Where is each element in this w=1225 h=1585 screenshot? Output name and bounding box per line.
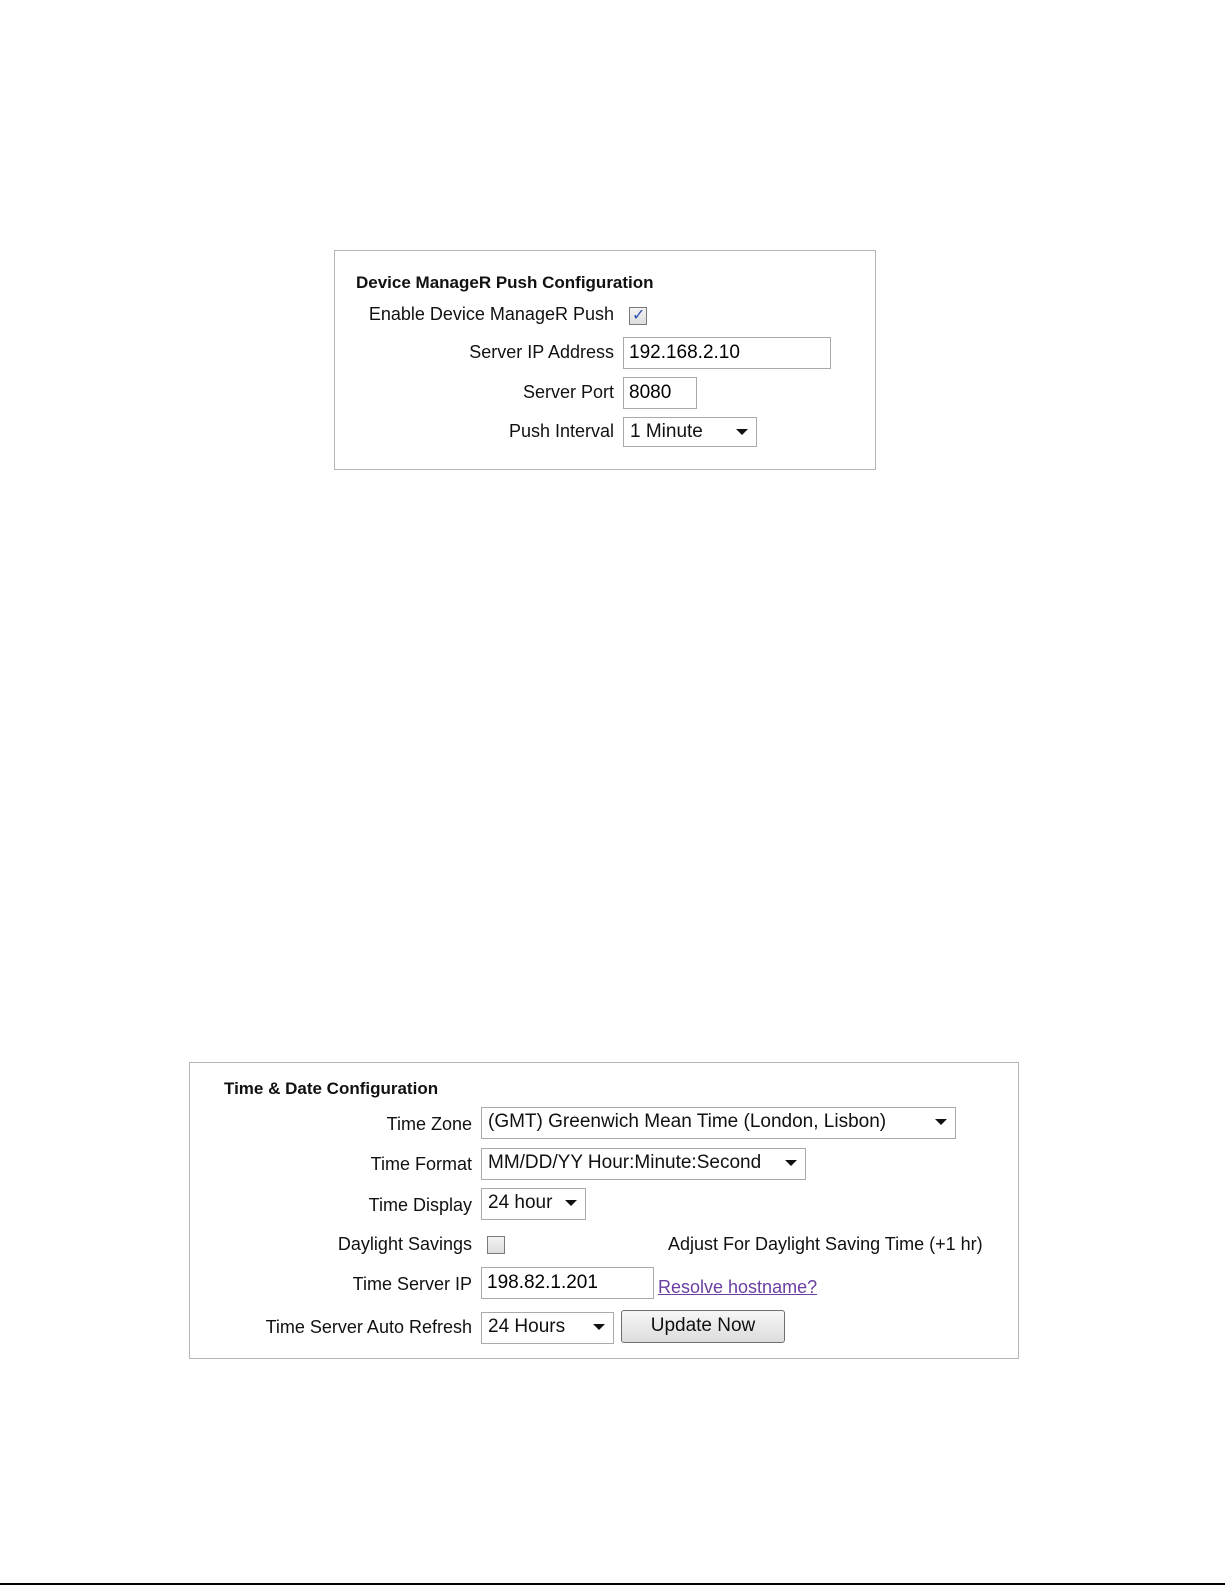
push-interval-value: 1 Minute: [630, 421, 703, 442]
push-config-title: Device ManageR Push Configuration: [356, 273, 654, 292]
enable-push-checkbox[interactable]: [629, 307, 647, 325]
chevron-down-icon: [785, 1160, 797, 1166]
time-zone-value: (GMT) Greenwich Mean Time (London, Lisbon): [488, 1111, 887, 1132]
chevron-down-icon: [593, 1324, 605, 1330]
time-format-select[interactable]: [481, 1148, 806, 1180]
time-server-ip-input[interactable]: 198.82.1.201: [481, 1267, 654, 1299]
resolve-hostname-link[interactable]: Resolve hostname?: [658, 1277, 818, 1297]
checkmark-icon: ✓: [632, 307, 646, 324]
time-format-label: Time Format: [370, 1154, 472, 1174]
auto-refresh-value: 24 Hours: [488, 1316, 566, 1337]
auto-refresh-select[interactable]: [481, 1312, 614, 1344]
time-display-select[interactable]: [481, 1188, 586, 1220]
daylight-savings-label: Daylight Savings: [337, 1234, 472, 1254]
daylight-savings-note: Adjust For Daylight Saving Time (+1 hr): [668, 1234, 983, 1254]
time-date-panel: [189, 1062, 1019, 1359]
update-now-button[interactable]: Update Now: [621, 1310, 785, 1343]
daylight-savings-checkbox[interactable]: [487, 1236, 505, 1254]
push-interval-select[interactable]: [623, 417, 757, 447]
server-port-label: Server Port: [522, 382, 614, 402]
server-port-input[interactable]: 8080: [623, 377, 697, 409]
time-server-ip-label: Time Server IP: [352, 1274, 472, 1294]
time-format-value: MM/DD/YY Hour:Minute:Second: [488, 1152, 762, 1173]
chevron-down-icon: [736, 429, 748, 435]
push-config-panel: [334, 250, 876, 470]
chevron-down-icon: [565, 1200, 577, 1206]
auto-refresh-label: Time Server Auto Refresh: [265, 1317, 472, 1337]
time-display-value: 24 hour: [488, 1192, 553, 1213]
server-ip-label: Server IP Address: [469, 342, 614, 362]
chevron-down-icon: [935, 1119, 947, 1125]
time-zone-label: Time Zone: [386, 1114, 472, 1134]
time-display-label: Time Display: [368, 1195, 472, 1215]
server-ip-input[interactable]: 192.168.2.10: [623, 337, 831, 369]
push-interval-label: Push Interval: [508, 421, 614, 441]
enable-push-label: Enable Device ManageR Push: [368, 304, 614, 324]
time-zone-select[interactable]: [481, 1107, 956, 1139]
time-date-title: Time & Date Configuration: [224, 1079, 439, 1098]
